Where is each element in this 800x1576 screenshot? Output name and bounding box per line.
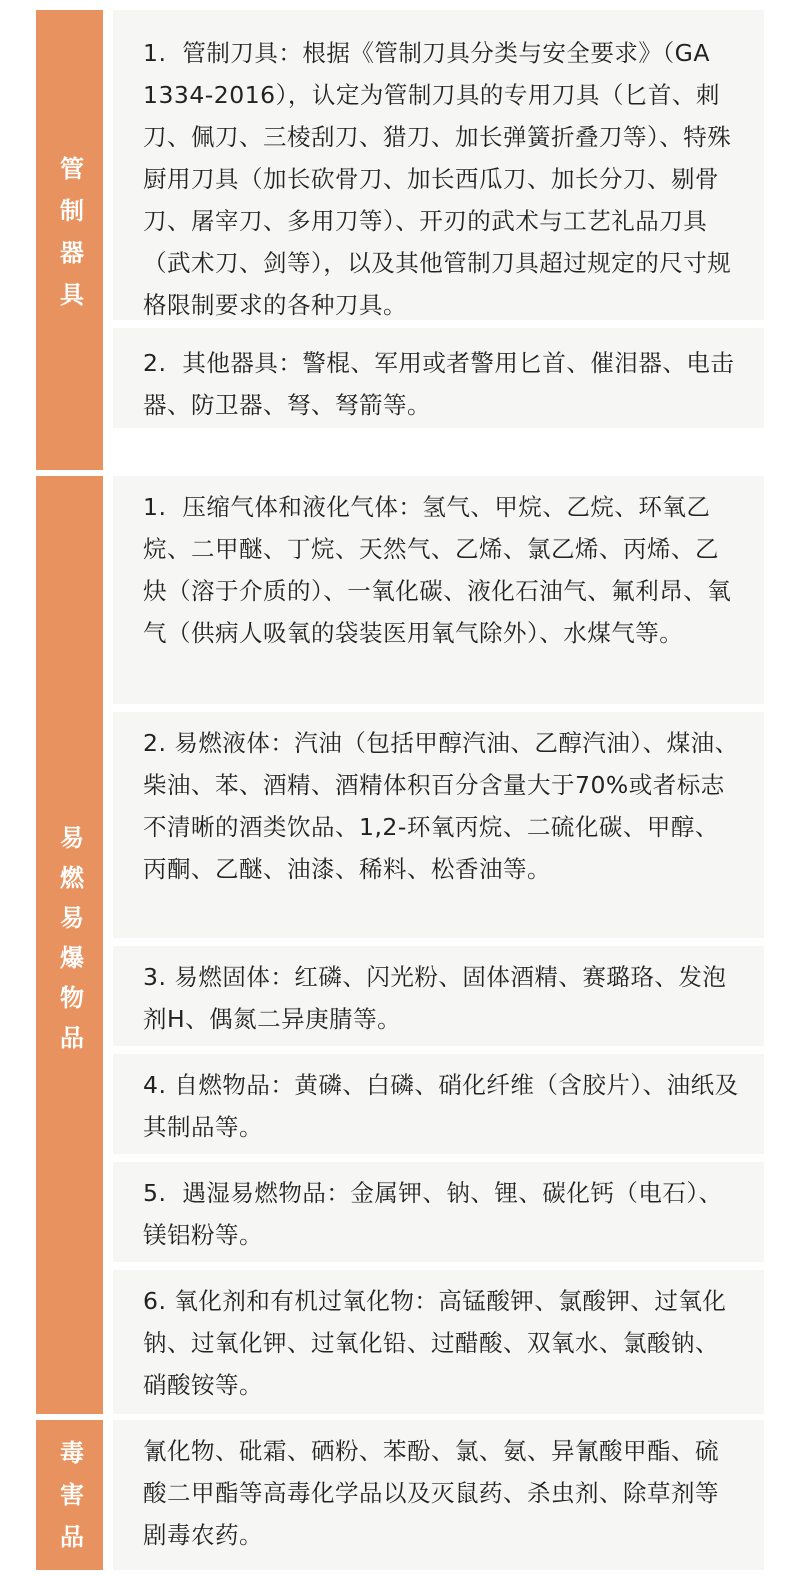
- list-item: 6. 氧化剂和有机过氧化物：高锰酸钾、氯酸钾、过氧化钠、过氧化钾、过氧化铅、过醋酸、双氧水、氯酸钠、硝酸铵等。: [113, 1270, 764, 1414]
- item-list: [103, 10, 764, 470]
- list-item: 1. 管制刀具：根据《管制刀具分类与安全要求》（GA 1334-2016），认定为管制刀具的专用刀具（匕首、刺刀、佩刀、三棱刮刀、猎刀、加长弹簧折叠刀等）、特殊厨用刀具（加长砍骨刀、加长西瓜刀、加长分刀、剔骨刀、屠宰刀、多用刀等）、开刃的武术与工艺礼品刀具（武术刀、剑等），以及其他管制刀具超过规定的尺寸规格限制要求的各种刀具。: [113, 10, 764, 320]
- category-label: 管制器具: [55, 156, 84, 324]
- prohibited-items-table: [36, 10, 764, 1576]
- list-item: 4. 自燃物品：黄磷、白磷、硝化纤维（含胶片）、油纸及其制品等。: [113, 1054, 764, 1154]
- category-label: 毒害品: [55, 1440, 84, 1566]
- section-controlled-tools: [36, 10, 764, 470]
- list-item: 氰化物、砒霜、硒粉、苯酚、氯、氨、异氰酸甲酯、硫酸二甲酯等高毒化学品以及灭鼠药、杀虫剂、除草剂等剧毒农药。: [113, 1420, 764, 1570]
- section-toxic: [36, 1420, 764, 1570]
- category-cell: [36, 1420, 103, 1570]
- list-item: 2. 其他器具：警棍、军用或者警用匕首、催泪器、电击器、防卫器、弩、弩箭等。: [113, 328, 764, 428]
- list-item: 3. 易燃固体：红磷、闪光粉、固体酒精、赛璐珞、发泡剂H、偶氮二异庚腈等。: [113, 946, 764, 1046]
- category-cell: [36, 476, 103, 1414]
- list-item: 5. 遇湿易燃物品：金属钾、钠、锂、碳化钙（电石）、镁铝粉等。: [113, 1162, 764, 1262]
- list-item: 2. 易燃液体：汽油（包括甲醇汽油、乙醇汽油）、煤油、柴油、苯、酒精、酒精体积百分含量大于70%或者标志不清晰的酒类饮品、1,2-环氧丙烷、二硫化碳、甲醇、丙酮、乙醚、油漆、稀料、松香油等。: [113, 712, 764, 938]
- list-item: 1. 压缩气体和液化气体：氢气、甲烷、乙烷、环氧乙烷、二甲醚、丁烷、天然气、乙烯、氯乙烯、丙烯、乙炔（溶于介质的）、一氧化碳、液化石油气、氟利昂、氧气（供病人吸氧的袋装医用氧气除外）、水煤气等。: [113, 476, 764, 704]
- category-cell: [36, 10, 103, 470]
- section-flammable-explosive: [36, 476, 764, 1414]
- item-list: [103, 1420, 764, 1570]
- item-list: [103, 476, 764, 1414]
- category-label: 易燃易爆物品: [55, 825, 84, 1065]
